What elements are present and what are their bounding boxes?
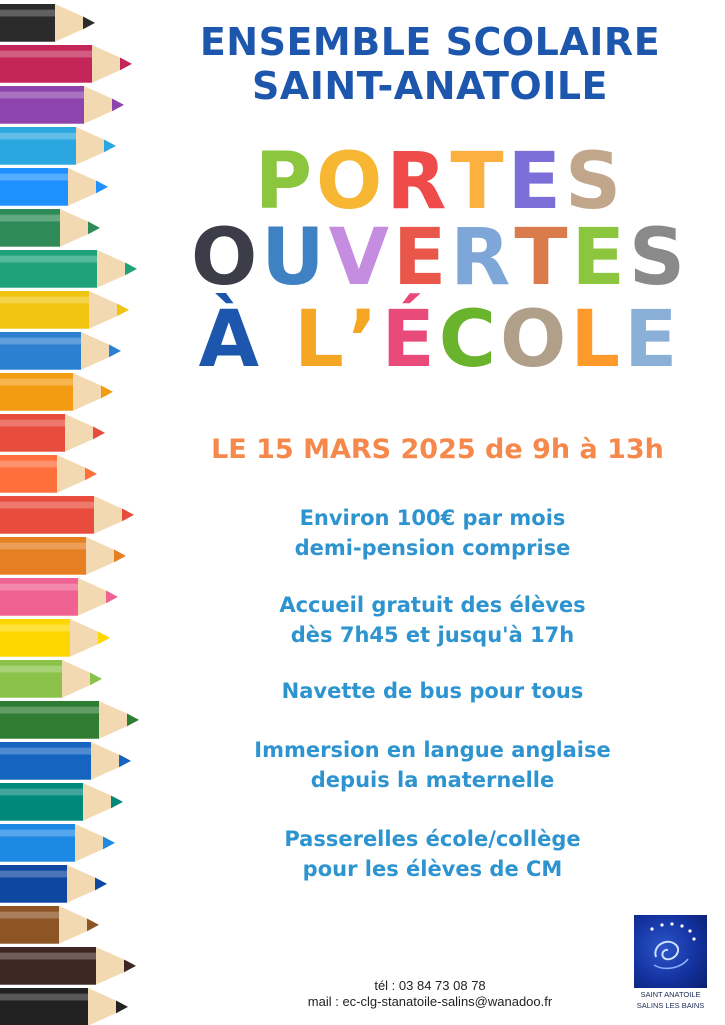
info-english-line-1: Immersion en langue anglaise [254, 738, 611, 762]
pencil [0, 86, 124, 124]
pencil [0, 660, 102, 698]
headline-letter [263, 300, 294, 380]
pencil [0, 742, 131, 780]
headline-letter: E [507, 137, 565, 227]
headline-letter: L [294, 295, 348, 385]
headline-letter: À [198, 295, 263, 385]
pencil [0, 127, 116, 165]
info-price-line-1: Environ 100€ par mois [299, 506, 566, 530]
headline-letter: S [628, 213, 690, 303]
info-bus-line-1: Navette de bus pour tous [281, 679, 584, 703]
info-price [160, 503, 705, 563]
info-reception-line-1: Accueil gratuit des élèves [279, 593, 586, 617]
headline-letter: R [386, 137, 451, 227]
info-bus [160, 676, 705, 706]
headline-letter: T [450, 137, 508, 227]
pencil [0, 250, 137, 288]
headline-letter: V [328, 213, 393, 303]
info-bridges [160, 824, 705, 884]
info-reception [160, 590, 705, 650]
school-name-line-1: ENSEMBLE SCOLAIRE [199, 20, 661, 64]
pencil [0, 701, 139, 739]
pencil [0, 783, 123, 821]
pencil [0, 824, 115, 862]
logo-caption-2: SALINS LES BAINS [636, 1001, 705, 1010]
pencil [0, 988, 128, 1025]
pencil [0, 906, 99, 944]
contact-phone: tél : 03 84 73 08 78 [374, 978, 486, 993]
pencil [0, 4, 95, 42]
logo-emblem [634, 915, 707, 988]
headline-ouvertes [160, 213, 720, 303]
headline-letter: S [564, 137, 626, 227]
pencil [0, 619, 110, 657]
headline-letter: E [392, 213, 451, 303]
pencil [0, 332, 121, 370]
contact-email: mail : ec-clg-stanatoile-salins@wanadoo.fr [307, 994, 553, 1009]
headline-letter: ’ [347, 295, 382, 385]
headline-letter: T [514, 213, 572, 303]
colored-pencils-illustration [0, 0, 175, 1025]
event-date: LE 15 MARS 2025 de 9h à 13h [211, 434, 664, 465]
info-price-line-2: demi-pension comprise [294, 536, 571, 560]
pencil [0, 537, 126, 575]
headline-portes [160, 137, 720, 227]
headline-letter: O [316, 137, 387, 227]
logo-stars-swirl-icon [634, 915, 707, 988]
pencil [0, 455, 97, 493]
info-english-line-2: depuis la maternelle [310, 768, 555, 792]
pencil [0, 414, 105, 452]
headline-letter: O [190, 213, 262, 303]
headline-letter: L [570, 295, 625, 385]
headline-letter: R [450, 213, 515, 303]
school-name-line-2: SAINT-ANATOILE [251, 64, 609, 108]
headline-letter: É [381, 295, 439, 385]
pencil [0, 496, 134, 534]
pencil [0, 578, 118, 616]
pencil [0, 373, 113, 411]
headline-letter: P [254, 137, 317, 227]
pencil [0, 209, 100, 247]
pencil [0, 291, 129, 329]
info-reception-line-2: dès 7h45 et jusqu'à 17h [290, 623, 575, 647]
headline-letter: U [261, 213, 329, 303]
headline-letter: C [438, 295, 501, 385]
headline-letter: E [624, 295, 682, 385]
pencil [0, 947, 136, 985]
school-logo [634, 915, 707, 1010]
info-bridges-line-2: pour les élèves de CM [302, 857, 563, 881]
info-bridges-line-1: Passerelles école/collège [284, 827, 581, 851]
headline-letter: O [500, 295, 571, 385]
headline-letter: E [571, 213, 629, 303]
info-english [160, 735, 705, 795]
pencil [0, 865, 107, 903]
logo-caption-1: SAINT ANATOILE [640, 990, 701, 999]
pencil [0, 45, 132, 83]
pencil [0, 168, 108, 206]
headline-a-l-ecole [160, 295, 720, 385]
